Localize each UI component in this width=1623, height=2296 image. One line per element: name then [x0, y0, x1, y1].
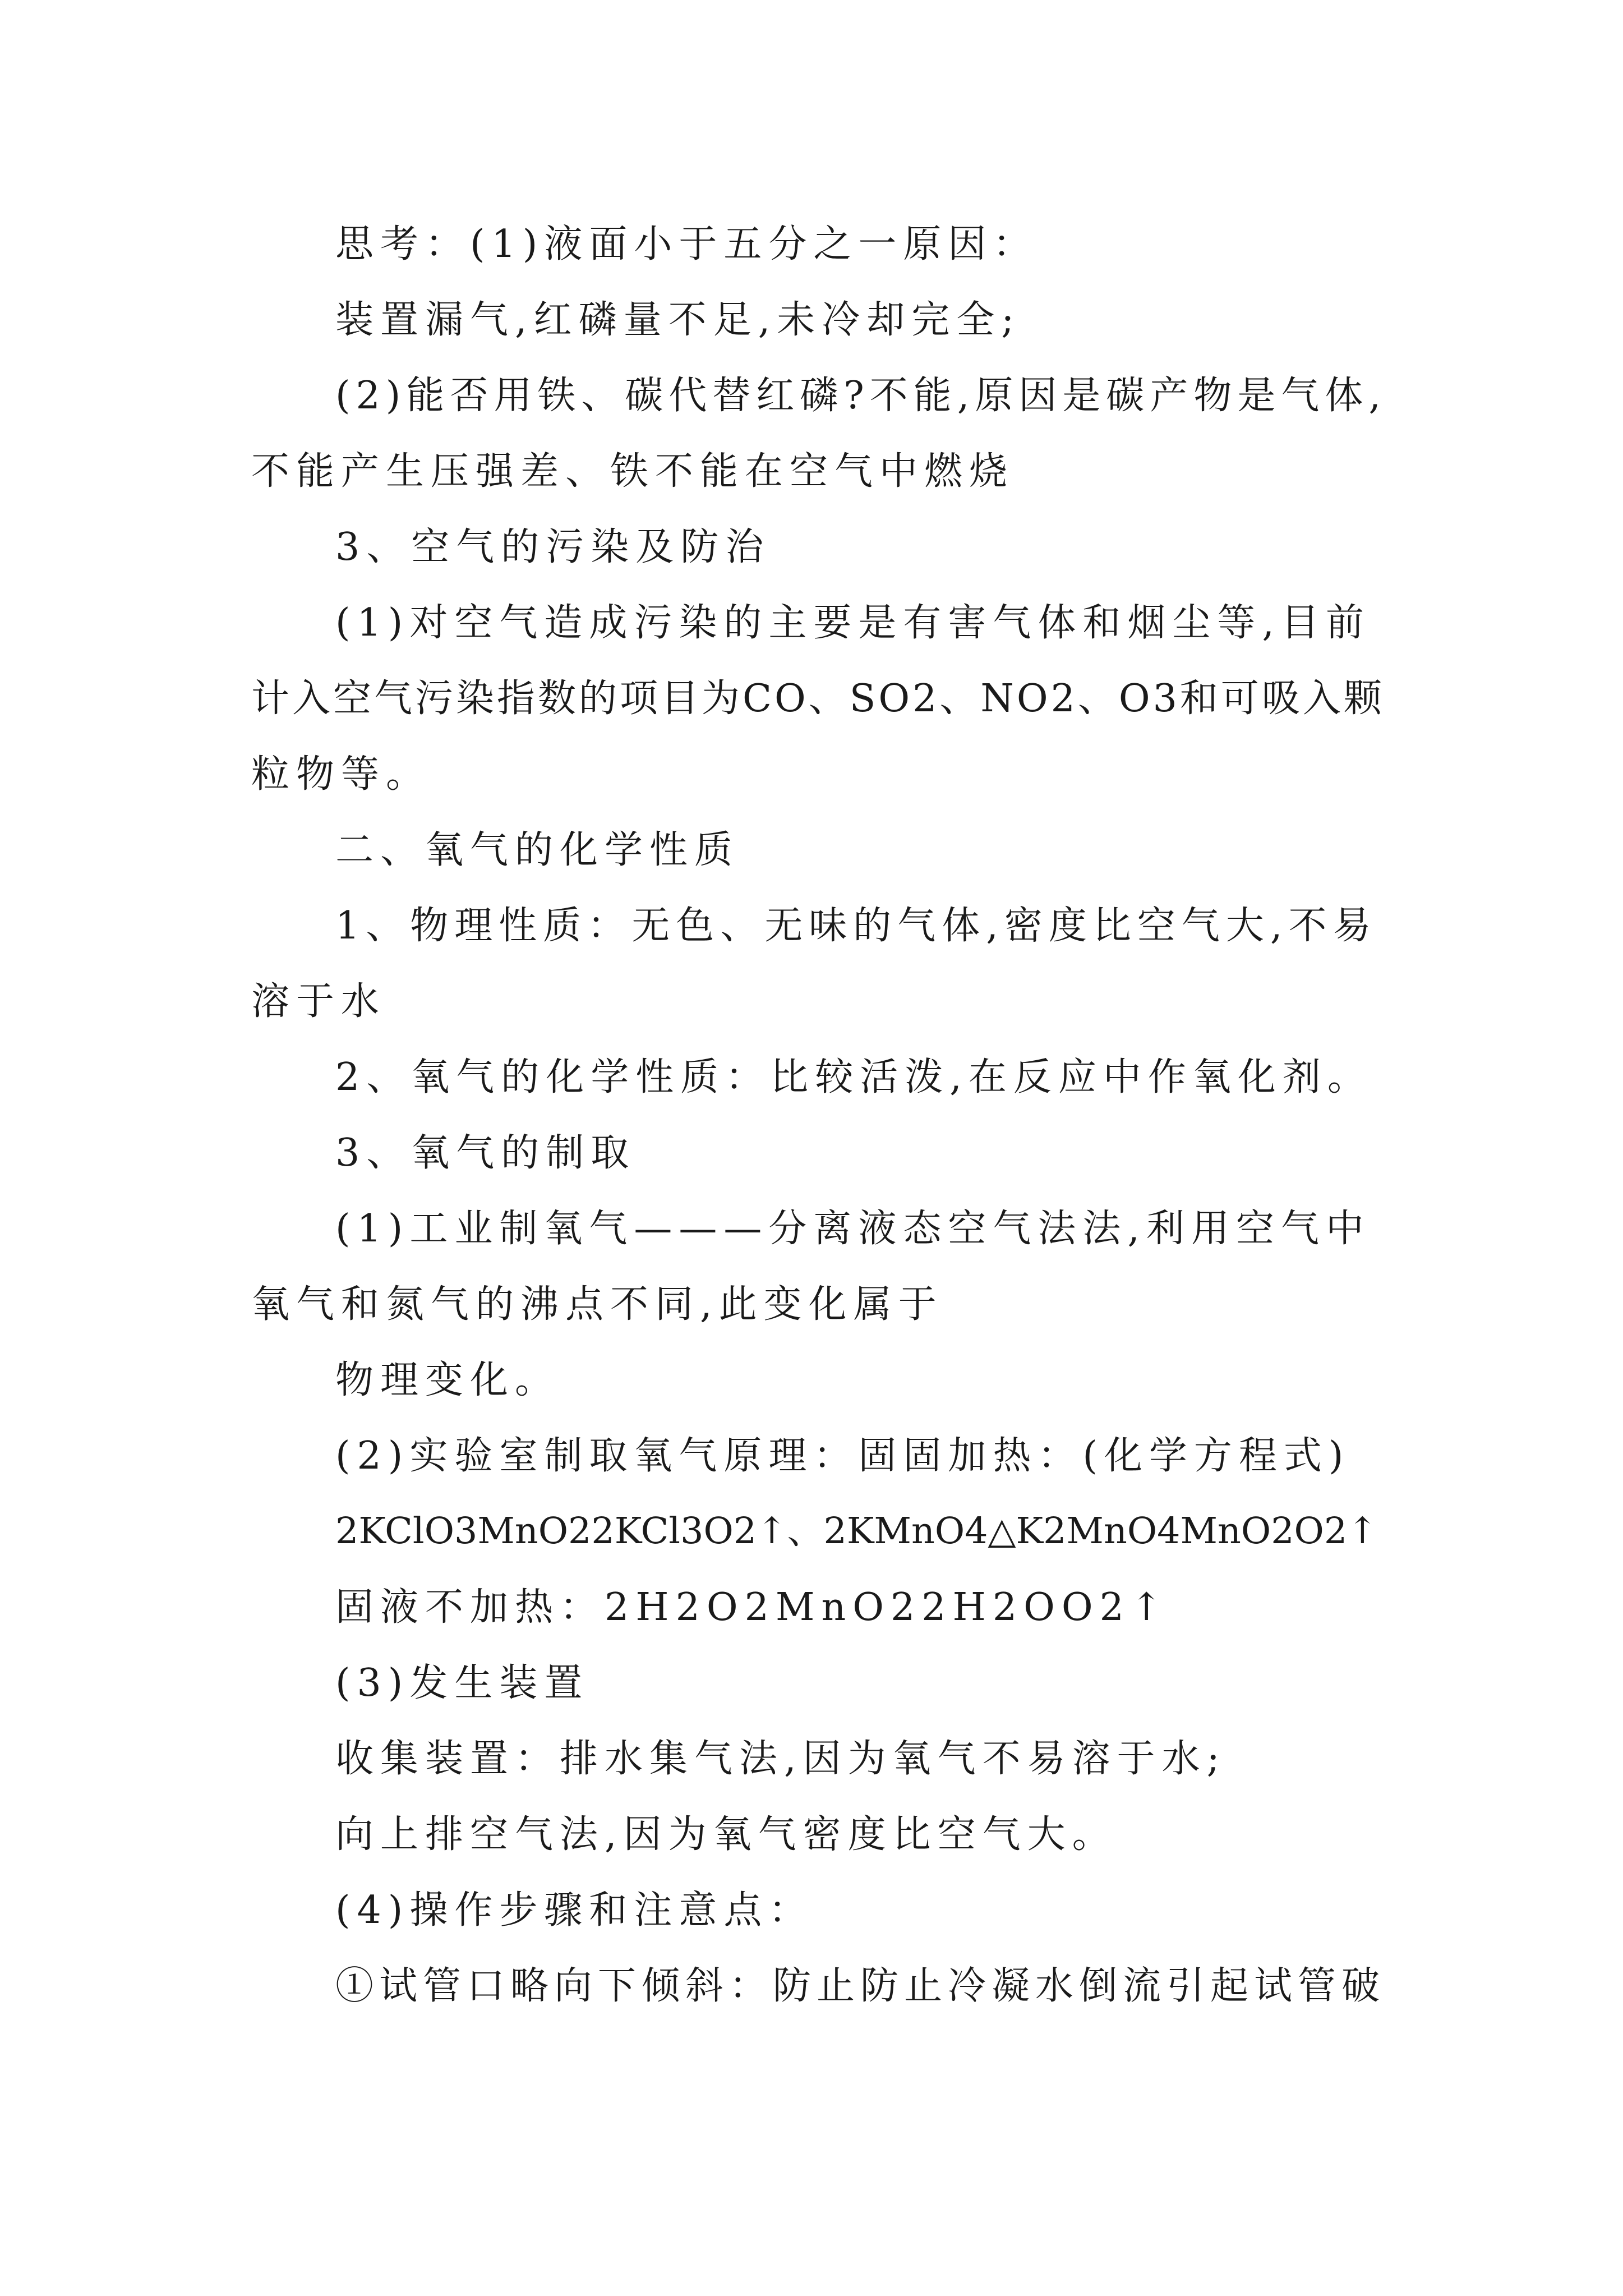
text-line-11: 溶于水: [251, 979, 386, 1024]
text-line-14: (1)工业制氧气———分离液态空气法法,利用空气中: [335, 1207, 1371, 1251]
text-line-3: (2)能否用铁、碳代替红磷?不能,原因是碳产物是气体,: [335, 374, 1387, 418]
text-line-8: 粒物等。: [251, 752, 431, 797]
text-line-15: 氧气和氮气的沸点不同,此变化属于: [251, 1282, 943, 1327]
text-line-17: (2)实验室制取氧气原理：固固加热：(化学方程式): [335, 1434, 1350, 1478]
text-line-6: (1)对空气造成污染的主要是有害气体和烟尘等,目前: [335, 601, 1371, 645]
text-line-7: 计入空气污染指数的项目为CO、SO2、NO2、O3和可吸入颗: [251, 677, 1385, 721]
text-line-9: 二、氧气的化学性质: [335, 828, 740, 872]
text-line-20: (3)发生装置: [335, 1661, 589, 1705]
text-line-23: (4)操作步骤和注意点：: [335, 1888, 814, 1932]
text-line-12: 2、氧气的化学性质：比较活泼,在反应中作氧化剂。: [335, 1055, 1372, 1099]
text-line-18: 2KClO3MnO22KCl3O2↑、2KMnO4△K2MnO4MnO2O2↑: [335, 1510, 1378, 1552]
text-line-10: 1、物理性质：无色、无味的气体,密度比空气大,不易: [335, 904, 1377, 948]
text-line-4: 不能产生压强差、铁不能在空气中燃烧: [251, 449, 1015, 494]
text-line-19: 固液不加热：2H2O2MnO22H2OO2↑: [335, 1585, 1169, 1630]
text-line-1: 思考：(1)液面小于五分之一原因：: [335, 222, 1038, 266]
text-line-24: ①试管口略向下倾斜：防止防止冷凝水倒流引起试管破: [335, 1964, 1386, 2008]
text-line-22: 向上排空气法,因为氧气密度比空气大。: [335, 1812, 1117, 1857]
text-line-2: 装置漏气,红磷量不足,未冷却完全;: [335, 298, 1021, 342]
text-line-5: 3、空气的污染及防治: [335, 525, 771, 569]
text-line-13: 3、氧气的制取: [335, 1131, 636, 1175]
text-line-21: 收集装置：排水集气法,因为氧气不易溶于水;: [335, 1737, 1227, 1781]
text-line-16: 物理变化。: [335, 1358, 560, 1402]
